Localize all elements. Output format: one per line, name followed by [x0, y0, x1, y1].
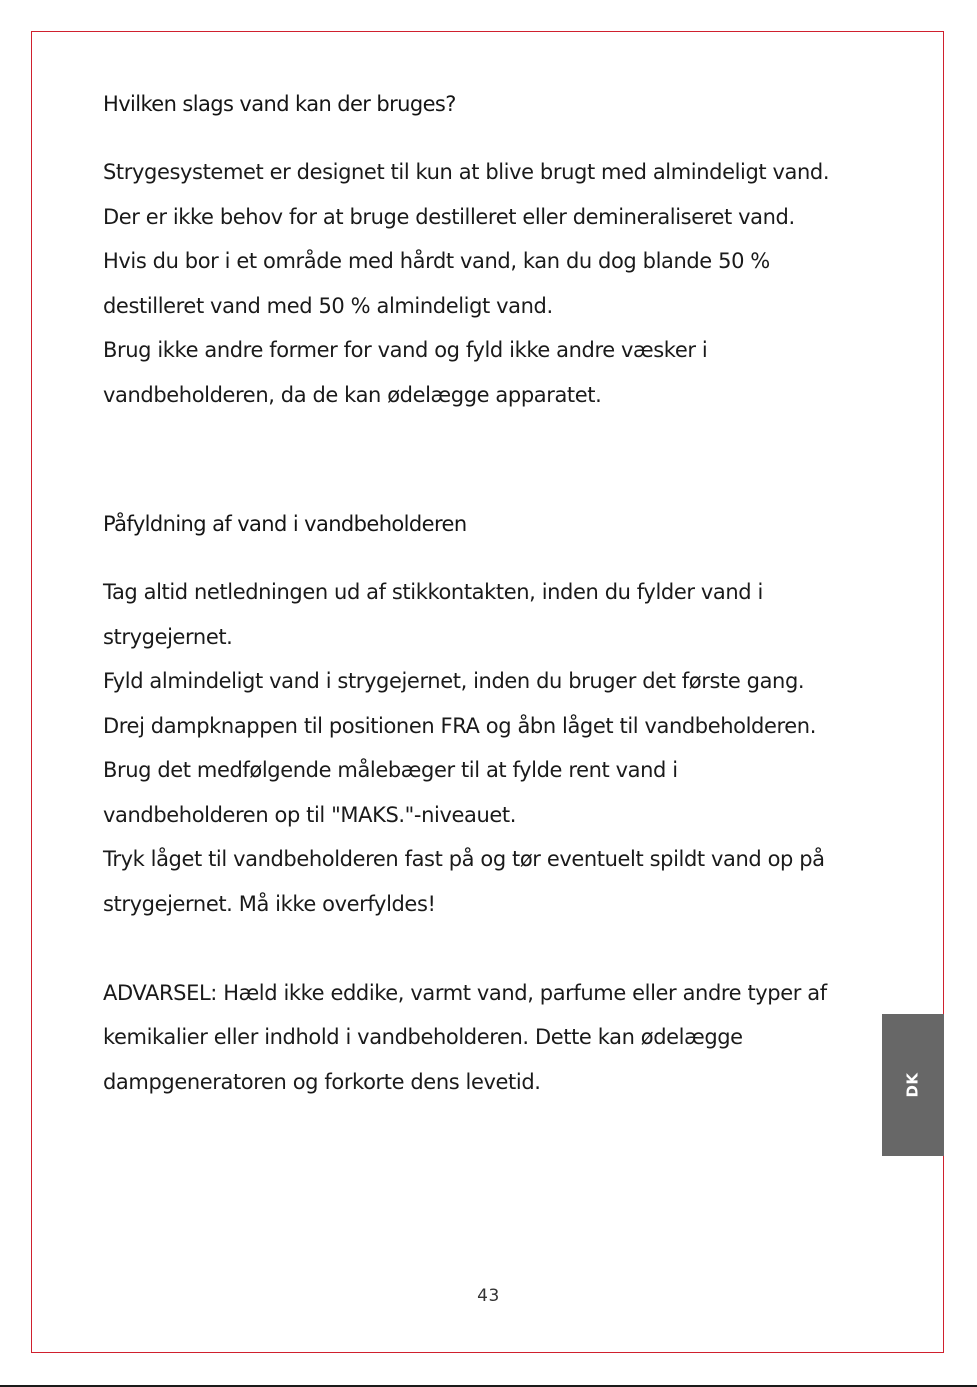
paragraph-line: strygejernet.	[103, 624, 233, 649]
paragraph-line: Strygesystemet er designet til kun at blive brugt med almindeligt vand.	[103, 160, 830, 184]
warning-line: kemikalier eller indhold i vandbeholderen. Dette kan ødelægge	[103, 1025, 743, 1049]
paragraph-line: destilleret vand med 50 % almindeligt vand.	[103, 293, 553, 318]
warning-block	[103, 971, 893, 1105]
paragraph-line: strygejernet. Må ikke overfyldes!	[103, 891, 436, 916]
paragraph-line: Hvis du bor i et område med hårdt vand, kan du dog blande 50 %	[103, 249, 770, 273]
warning-line: ADVARSEL: Hæld ikke eddike, varmt vand, parfume eller andre typer af	[103, 980, 827, 1005]
paragraph-line: Brug det medfølgende målebæger til at fylde rent vand i	[103, 758, 678, 782]
paragraph-line: Fyld almindeligt vand i strygejernet, inden du bruger det første gang.	[103, 669, 805, 693]
paragraph-line: Tag altid netledningen ud af stikkontakten, inden du fylder vand i	[103, 580, 763, 604]
paragraph-line: Drej dampknappen til positionen FRA og åbn låget til vandbeholderen.	[103, 713, 816, 738]
paragraph-line: vandbeholderen, da de kan ødelægge apparatet.	[103, 382, 602, 407]
page-number: 43	[477, 1286, 500, 1306]
paragraph-line: Der er ikke behov for at bruge destilleret eller demineraliseret vand.	[103, 204, 795, 229]
language-tab-label: DK	[903, 1072, 922, 1098]
section-filling-water	[103, 506, 893, 1104]
section-heading: Hvilken slags vand kan der bruges?	[103, 92, 456, 116]
paragraph-line: Brug ikke andre former for vand og fyld ikke andre væsker i	[103, 338, 708, 362]
paragraph-line: Tryk låget til vandbeholderen fast på og tør eventuelt spildt vand op på	[103, 847, 825, 871]
language-tab	[882, 1014, 944, 1156]
section-water-type	[103, 86, 893, 417]
section-heading: Påfyldning af vand i vandbeholderen	[103, 512, 467, 536]
page-content	[103, 86, 893, 1094]
warning-line: dampgeneratoren og forkorte dens levetid.	[103, 1069, 541, 1094]
paragraph-line: vandbeholderen op til "MAKS."-niveauet.	[103, 802, 516, 827]
